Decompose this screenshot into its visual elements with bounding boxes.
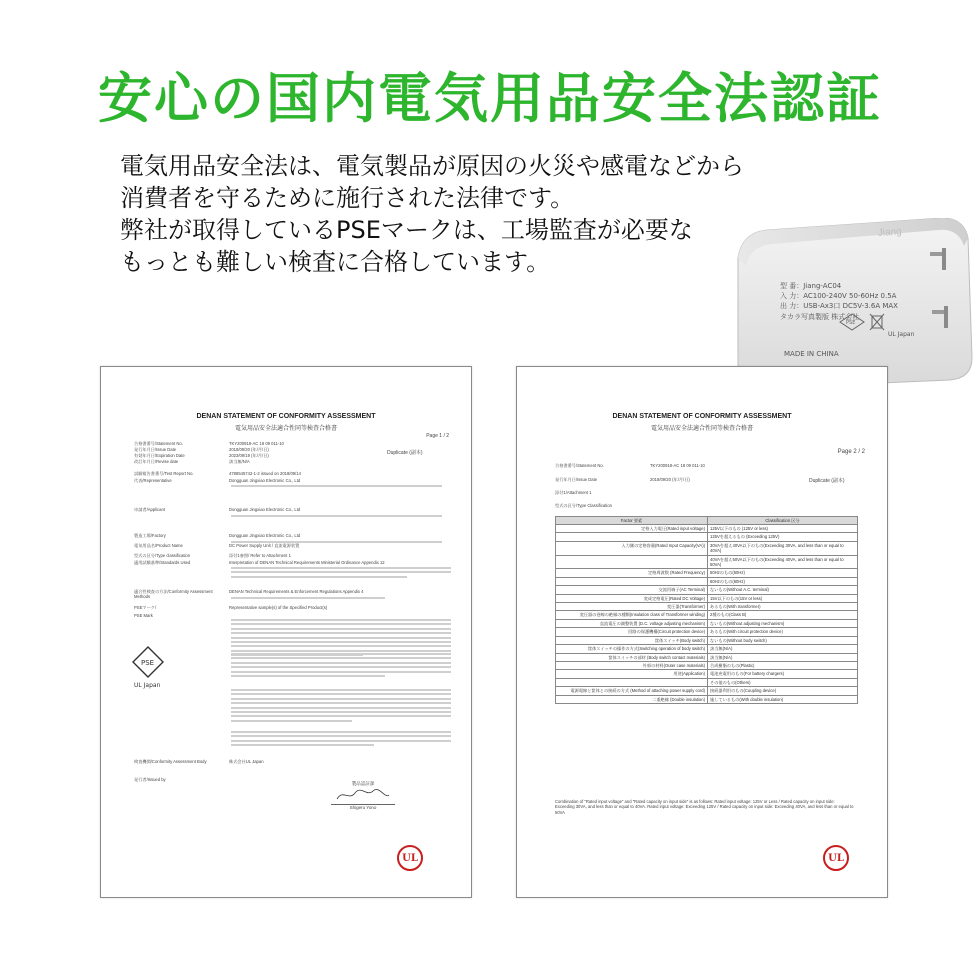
table-row (556, 594, 858, 602)
table-row (556, 678, 858, 686)
field-label: 発行年月日/Issue Date (134, 447, 177, 452)
factor-cell: 定格周波数 (Rated Frequency) (556, 569, 708, 577)
charger-spec-line: タカラ写真製版 株式会社 (780, 313, 860, 321)
field-value: Interpretation of DENAN Technical Requirements Ministerial Ordinance Appendix 12 (229, 560, 385, 565)
field-row (134, 613, 453, 618)
statement-paragraph (231, 731, 451, 749)
classification-cell: 50Hzのもの(50Hz) (708, 569, 858, 577)
doc-title: DENAN STATEMENT OF CONFORMITY ASSESSMENT (196, 413, 376, 420)
factor-cell: 交流用端子(AC Terminal) (556, 586, 708, 594)
field-value: 2023/09/19 (年/月/日) (229, 453, 269, 458)
table-row (556, 670, 858, 678)
factor-cell: 外郭の材料(Outer case materials) (556, 661, 708, 669)
field-label: 代表/Representative (134, 478, 172, 483)
factor-cell: 二重絶縁 (Double insulation) (556, 695, 708, 703)
classification-cell: 15V以下のもの(15V or less) (708, 594, 858, 602)
table-row (556, 653, 858, 661)
field-row (134, 759, 453, 764)
table-row (556, 611, 858, 619)
svg-text:UL Japan: UL Japan (134, 682, 161, 689)
ul-logo-icon: UL (823, 845, 849, 871)
classification-cell: 125Vを超えるもの (Exceeding 125V) (708, 533, 858, 541)
table-row (556, 603, 858, 611)
field-value: 該当無/N/A (229, 459, 250, 464)
field-label: 発行者/Issued by (134, 777, 166, 782)
table-row (556, 695, 858, 703)
charger-spec-line: 出 力：USB-Ax3口 DC5V-3.6A MAX (780, 302, 898, 310)
methods-text (231, 597, 451, 601)
ul-logo-icon: UL (397, 845, 423, 871)
factor-cell: 用途(Application) (556, 670, 708, 678)
intro-line: 電気用品安全法は、電気製品が原因の火災や感電などから (120, 152, 744, 180)
field-label: 有効年月日/Expiration Date (134, 453, 185, 458)
table-row (556, 687, 858, 695)
svg-text:PSE: PSE (141, 659, 155, 667)
table-row (556, 533, 858, 541)
field-value (229, 613, 453, 618)
svg-text:PSE: PSE (846, 320, 856, 326)
field-label: 申請者/Applicant (134, 507, 165, 512)
field-row (134, 507, 453, 512)
charger-made-in: MADE IN CHINA (784, 350, 839, 358)
table-row (556, 661, 858, 669)
table-row (556, 645, 858, 653)
field-label: 検査機関/Conformity Assessment Body (134, 759, 207, 764)
factor-cell: 電源電線と筐体との接続の方式 (Method of attaching power supply cord) (556, 687, 708, 695)
field-row (555, 477, 869, 482)
statement-paragraph (231, 653, 451, 679)
factor-cell: 定格入力電圧(Rated input voltage) (556, 525, 708, 533)
field-row (134, 459, 453, 464)
statement-paragraph (231, 689, 451, 724)
field-value: 4788545742-1-2 issued on 2018/09/14 (229, 471, 301, 476)
table-row (556, 636, 858, 644)
signature-icon (333, 787, 393, 803)
certificate-page-1 (100, 366, 472, 898)
page-number: Page 2 / 2 (837, 449, 865, 455)
factor-cell: 筐体スイッチの部材 (Body switch contact materials) (556, 653, 708, 661)
table-row (556, 619, 858, 627)
field-value: DENAN Technical Requirements & Enforcement Regulations Appendix 4 (229, 589, 364, 594)
factor-cell (556, 555, 708, 569)
doc-title: DENAN STATEMENT OF CONFORMITY ASSESSMENT (612, 413, 792, 420)
field-value: DC Power Supply Unit / 直流電源装置 (229, 543, 300, 548)
classification-cell: ないもの(Without body switch) (708, 636, 858, 644)
page-number: Page 1 / 2 (426, 433, 449, 439)
classification-cell: 125V以下のもの (125V or less) (708, 525, 858, 533)
field-row (134, 560, 453, 565)
charger-recycle-icon (870, 314, 884, 330)
field-row (555, 503, 869, 508)
factor-cell: 回路の保護機構(Circuit protection device) (556, 628, 708, 636)
intro-text (120, 150, 760, 278)
field-label: PSE Mark (134, 613, 153, 618)
field-value: Dongguan Jingxiao Electronic Co., Ltd (229, 507, 301, 512)
signature-block (323, 781, 403, 810)
classification-cell: ないもの(Without adjusting mechanism) (708, 619, 858, 627)
field-value: TKY200918-AC 18 09 011-10 (229, 441, 284, 446)
field-label: 型式の区分/Type classification (134, 553, 191, 558)
table-row (556, 525, 858, 533)
classification-cell: 2種のもの(Class B) (708, 611, 858, 619)
table-row (556, 541, 858, 555)
factor-cell: 入力側の定格容量(Rated Input Capacity(VA)) (556, 541, 708, 555)
table-header: Factor 要素 (556, 517, 708, 525)
intro-line: 消費者を守るために施行された法律です。 (120, 184, 575, 212)
classification-table (555, 516, 858, 704)
field-row (134, 553, 453, 558)
address-lines (231, 541, 451, 545)
classification-cell: 合成樹脂のもの(Plastic) (708, 661, 858, 669)
field-value: 添付1参照/ Refer to Attachment 1 (229, 553, 291, 558)
table-header: Classification 区分 (708, 517, 858, 525)
table-row (556, 555, 858, 569)
factor-cell: 筐体スイッチ(Body switch) (556, 636, 708, 644)
charger-brand: Jiang (877, 226, 903, 239)
intro-line: 弊社が取得しているPSEマークは、工場監査が必要な (120, 216, 693, 244)
classification-cell: 該当無(N/A) (708, 645, 858, 653)
table-row (556, 628, 858, 636)
classification-cell: 30VAを超え40VA以下のもの(Exceeding 30VA, and less than or equal to 40VA) (708, 541, 858, 555)
table-row (556, 577, 858, 585)
classification-cell: 60Hzのもの(60Hz) (708, 577, 858, 585)
classification-cell: 接続器利用のもの(Coupling device) (708, 687, 858, 695)
field-label: 改訂年月日/Revise date (134, 459, 179, 464)
charger-spec-line: 入 力：AC100-240V 50-60Hz 0.5A (780, 292, 897, 300)
field-value: 2018/09/20 (年/月/日) (229, 447, 269, 452)
address-lines (231, 515, 451, 519)
classification-cell: あるもの(With circuit protection device) (708, 628, 858, 636)
field-label: 試験報告書番号/Test Report No. (134, 471, 194, 476)
duplicate-label: Duplicate (副本) (809, 478, 845, 484)
issuer-name: 製品認証課 (351, 781, 375, 786)
field-label: PSEマーク/ (134, 605, 157, 610)
classification-cell: ないもの(Without A.C. terminal) (708, 586, 858, 594)
field-row (555, 463, 869, 468)
field-value: Representative sample(s) of the Specified Product(s) (229, 605, 328, 610)
field-label: 製造工場/Factory (134, 533, 166, 538)
classification-cell: 電池充電用のもの(For battery chargers) (708, 670, 858, 678)
classification-cell: 該当無(N/A) (708, 653, 858, 661)
field-value: Dongguan Jingxiao Electronic Co., Ltd (229, 478, 301, 483)
field-row (134, 471, 453, 476)
classification-cell: その他のもの(Others) (708, 678, 858, 686)
intro-line: もっとも難しい検査に合格しています。 (120, 248, 551, 276)
field-row (555, 490, 869, 495)
field-label: 適合性検査の方法/Conformity Assessment Methods (134, 589, 213, 600)
duplicate-label: Duplicate (副本) (387, 450, 423, 456)
table-row (556, 569, 858, 577)
field-row (134, 605, 453, 610)
factor-cell: 変成定格電圧(Rated DC Voltage) (556, 594, 708, 602)
classification-cell: あるもの(With transformer) (708, 603, 858, 611)
page-headline: 安心の国内電気用品安全法認証 (98, 67, 882, 130)
factor-cell: 変圧器の巻線の絶縁の種類(Insulation class of Transformer winding) (556, 611, 708, 619)
field-row (134, 777, 453, 782)
field-label: 合格書番号/Statement No. (134, 441, 183, 446)
field-row (134, 441, 453, 446)
field-label: 発行年月日/Issue Date (555, 477, 598, 482)
field-label: 適用試験基準/Standards Used (134, 560, 191, 565)
field-row (134, 447, 453, 452)
charger-spec-line: 型 番：Jiang-AC04 (780, 282, 842, 290)
factor-cell (556, 577, 708, 585)
combination-note: Combination of "Rated input voltage" and "Rated capacity on input side" is as follows: Rated input voltage: 125V or Less / Rated capacity on input side: Exceeding 30VA, and less than or equal to 40VA. Rated input voltage: Exceeding 125V / Rated capacity on input side: Exceeding 40VA, and less than or equal to 50VA (555, 799, 854, 815)
classification-cell: 40VAを超え50VA以下のもの(Exceeding 40VA, and less than or equal to 50VA) (708, 555, 858, 569)
signer-name: Shigeru Yono (349, 805, 377, 810)
standards-text (231, 567, 451, 580)
field-label: 合格書番号/Statement No. (555, 463, 604, 468)
factor-cell: 直流電圧の調整装置 (D.C. voltage adjusting mechanism) (556, 619, 708, 627)
field-value: TKY200918-AC 18 09 011-10 (650, 463, 705, 468)
charger-ul-japan: UL Japan (888, 331, 915, 338)
certificate-page-2 (516, 366, 888, 898)
field-row (134, 533, 453, 538)
doc-subtitle: 電気用品安全法適合性同等検査合格書 (234, 426, 337, 432)
factor-cell (556, 533, 708, 541)
field-row (134, 478, 453, 483)
address-lines (231, 485, 451, 489)
classification-cell: 施しているもの(With double insulation) (708, 695, 858, 703)
table-row (556, 586, 858, 594)
field-value: 株式会社UL Japan (229, 759, 264, 764)
doc-subtitle: 電気用品安全法適合性同等検査合格書 (650, 426, 753, 432)
field-label: 電気用品名/Product Name (134, 543, 183, 548)
field-label: 型式の区分/Type Classification (555, 503, 613, 508)
factor-cell: 変圧器(Transformer) (556, 603, 708, 611)
field-value: 2018/09/20 (年/月/日) (650, 477, 690, 482)
field-value: Dongguan Jingxiao Electronic Co., Ltd (229, 533, 301, 538)
charger-image (728, 218, 974, 388)
pse-mark-icon (131, 645, 165, 689)
factor-cell (556, 678, 708, 686)
field-row (134, 453, 453, 458)
field-label: 添付1/Attachment 1 (555, 490, 592, 495)
factor-cell: 筐体スイッチの操作の方式(Switching operation of body switch) (556, 645, 708, 653)
